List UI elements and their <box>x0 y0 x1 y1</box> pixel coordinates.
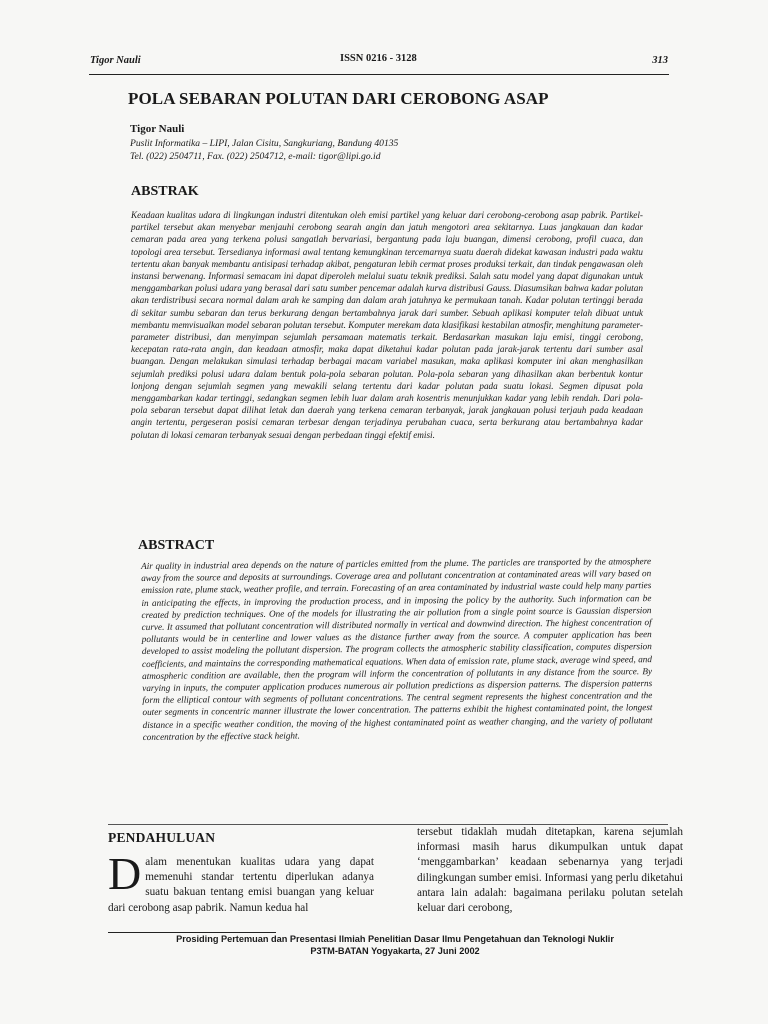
footer-proceedings: Prosiding Pertemuan dan Presentasi Ilmiah Penelitian Dasar Ilmu Pengetahuan dan Teknologi Nuklir <box>176 934 614 944</box>
author-affiliation-block <box>130 138 650 163</box>
intro-right-text: tersebut tidaklah mudah ditetapkan, karena sejumlah informasi masih harus dikumpulkan untuk dapat ‘menggambarkan’ keadaan sebenarnya yang terjadi dilingkungan sumber emisi. Informasi yang perlu diketahui antara lain adalah: bagaimana perilaku polutan setelah keluar dari cerobong, <box>417 826 683 915</box>
header-rule <box>89 74 669 75</box>
footer-venue-date: P3TM-BATAN Yogyakarta, 27 Juni 2002 <box>310 945 480 956</box>
intro-right-column <box>417 825 683 916</box>
header-issn: ISSN 0216 - 3128 <box>340 53 417 64</box>
pendahuluan-heading: PENDAHULUAN <box>108 830 216 845</box>
header-page-number: 313 <box>652 55 668 66</box>
page-footer <box>110 934 680 957</box>
abstrak-heading: ABSTRAK <box>131 184 199 199</box>
footer-rule <box>108 932 276 933</box>
abstrak-body: Keadaan kualitas udara di lingkungan industri ditentukan oleh emisi partikel yang keluar dari cerobong-cerobong asap pabrik. Partikel-partikel tersebut akan menyebar menjauhi cerobong searah angin dan jatuh mengotori area sekitarnya. Luas jangkauan dan kadar cemaran pada area yang terkena polusi sangatlah bervariasi, bergantung pada laju buangan, dimensi cerobong, profil cuaca, dan topologi area tersebut. Tersedianya informasi awal tentang kemungkinan tercemarnya suatu daerah didekat kawasan industri pada waktu tertentu akan banyak membantu antisipasi terhadap akibat, pengaturan lebih cermat proses produksi terkait, dan tindak pengawasan oleh instansi berwenang. Informasi semacam ini dapat diperoleh melalui suatu teknik prediksi. Salah satu model yang dapat digunakan untuk menggambarkan polusi udara yang berasal dari satu sumber pencemar adalah kurva distribusi Gauss. Diasumsikan bahwa kadar polutan akan terdistribusi secara normal dalam arah ke samping dan dalam arah jatuhnya ke permukaan tanah. Kadar polutan tertinggi berada di sekitar sumbu sebaran dan terus berkurang dengan bertambahnya jarak dari sumber. Sebuah aplikasi komputer telah dibuat untuk membantu memvisualkan model sebaran polutan tersebut. Komputer merekam data klasifikasi kestabilan atmosfir, menghitung parameter-parameter distribusi, dan menyimpan sejumlah persamaan matematis terkait. Berdasarkan masukan laju emisi, tinggi cerobong, kecepatan rata-rata angin, dan keadaan atmosfir, maka dapat diketahui kadar polutan pada jarak-jarak tertentu dari sumber asal buangan. Dengan melakukan simulasi terhadap berbagai macam variabel masukan, maka aplikasi komputer ini akan menghasilkan sejumlah prediksi polusi udara dalam bentuk pola-pola sebaran polutan. Pola-pola sebaran yang dihasilkan akan berbentuk kontur lonjong dengan sejumlah segmen yang mewakili selang tertentu dari kadar polutan pada suatu lokasi. Segmen dipusat pola menggambarkan kadar tertinggi, sedangkan segmen lebih luar dalam arah kosentris menunjukkan kadar yang lebih rendah. Dari pola-pola sebaran tersebut dapat dilihat letak dan daerah yang terkena cemaran terbanyak, jarak jangkauan polusi terjauh pada keadaan angin tertentu, pergeseran posisi cemaran terbesar dengan terjadinya perubahan cuaca, serta berkurang atau bertambahnya kadar polutan di lokasi cemaran terbanyak sesuai dengan perbedaan tinggi efektif emisi. <box>131 210 643 440</box>
author-affiliation: Puslit Informatika – LIPI, Jalan Cisitu, Sangkuriang, Bandung 40135 <box>130 138 399 149</box>
paper-title: POLA SEBARAN POLUTAN DARI CEROBONG ASAP <box>128 89 549 108</box>
header-author: Tigor Nauli <box>90 55 141 66</box>
intro-left-column <box>108 848 374 916</box>
abstract-body: Air quality in industrial area depends on the nature of particles emitted from the plume. The particles are transported by the atmosphere away from the source and deposits at surroundings. Coverage area and pollutant concentration at contaminated areas will vary based on emission rate, plume stack, weather profile, and terrain. Forecasting of an area contaminated by industrial waste could help many parties in anticipating the effects, in improving the production process, and in imposing the policy by the authority. Such information can be created by prediction techniques. One of the models for illustrating the air pollution from a single point source is Gaussian dispersion curve. It assumed that pollutant concentration will distributed normally in vertical and downwind direction. The highest concentration of pollutants would be in centerline and lower values as the distance further away from the source. A computer application has been developed to assist modeling the pollutant dispersion. The program collects the atmospheric stability classification, computes dispersion coefficients, and maintains the corresponding mathematical equations. When data of emission rate, plume stack, average wind speed, and atmospheric condition are available, then the program will inform the concentration of pollutants in any distance from the source. By varying in inputs, the computer application produces numerous air pollution predictions as dispersion patterns. The dispersion patterns form the elliptical contour with segments of pollutant concentrations. The central segment represents the highest concentration and the outer segments in concentric manner illustrate the lower concentration. The patterns exhibit the highest contaminated point, the longest distance in a specific weather condition, the moving of the highest contaminated point as weather changing, and the variety of pollutant concentration by the effective stack height. <box>141 556 653 742</box>
drop-cap: D <box>108 848 142 899</box>
running-header <box>90 55 668 73</box>
intro-left-text: alam menentukan kualitas udara yang dapat memenuhi standar tertentu diperlukan adanya suatu bakuan tentang emisi buangan yang keluar dari cerobong asap pabrik. Namun kedua hal <box>108 856 374 914</box>
abstract-heading: ABSTRACT <box>138 538 215 553</box>
author-name: Tigor Nauli <box>130 123 185 135</box>
author-contact: Tel. (022) 2504711, Fax. (022) 2504712, e-mail: tigor@lipi.go.id <box>130 150 381 162</box>
